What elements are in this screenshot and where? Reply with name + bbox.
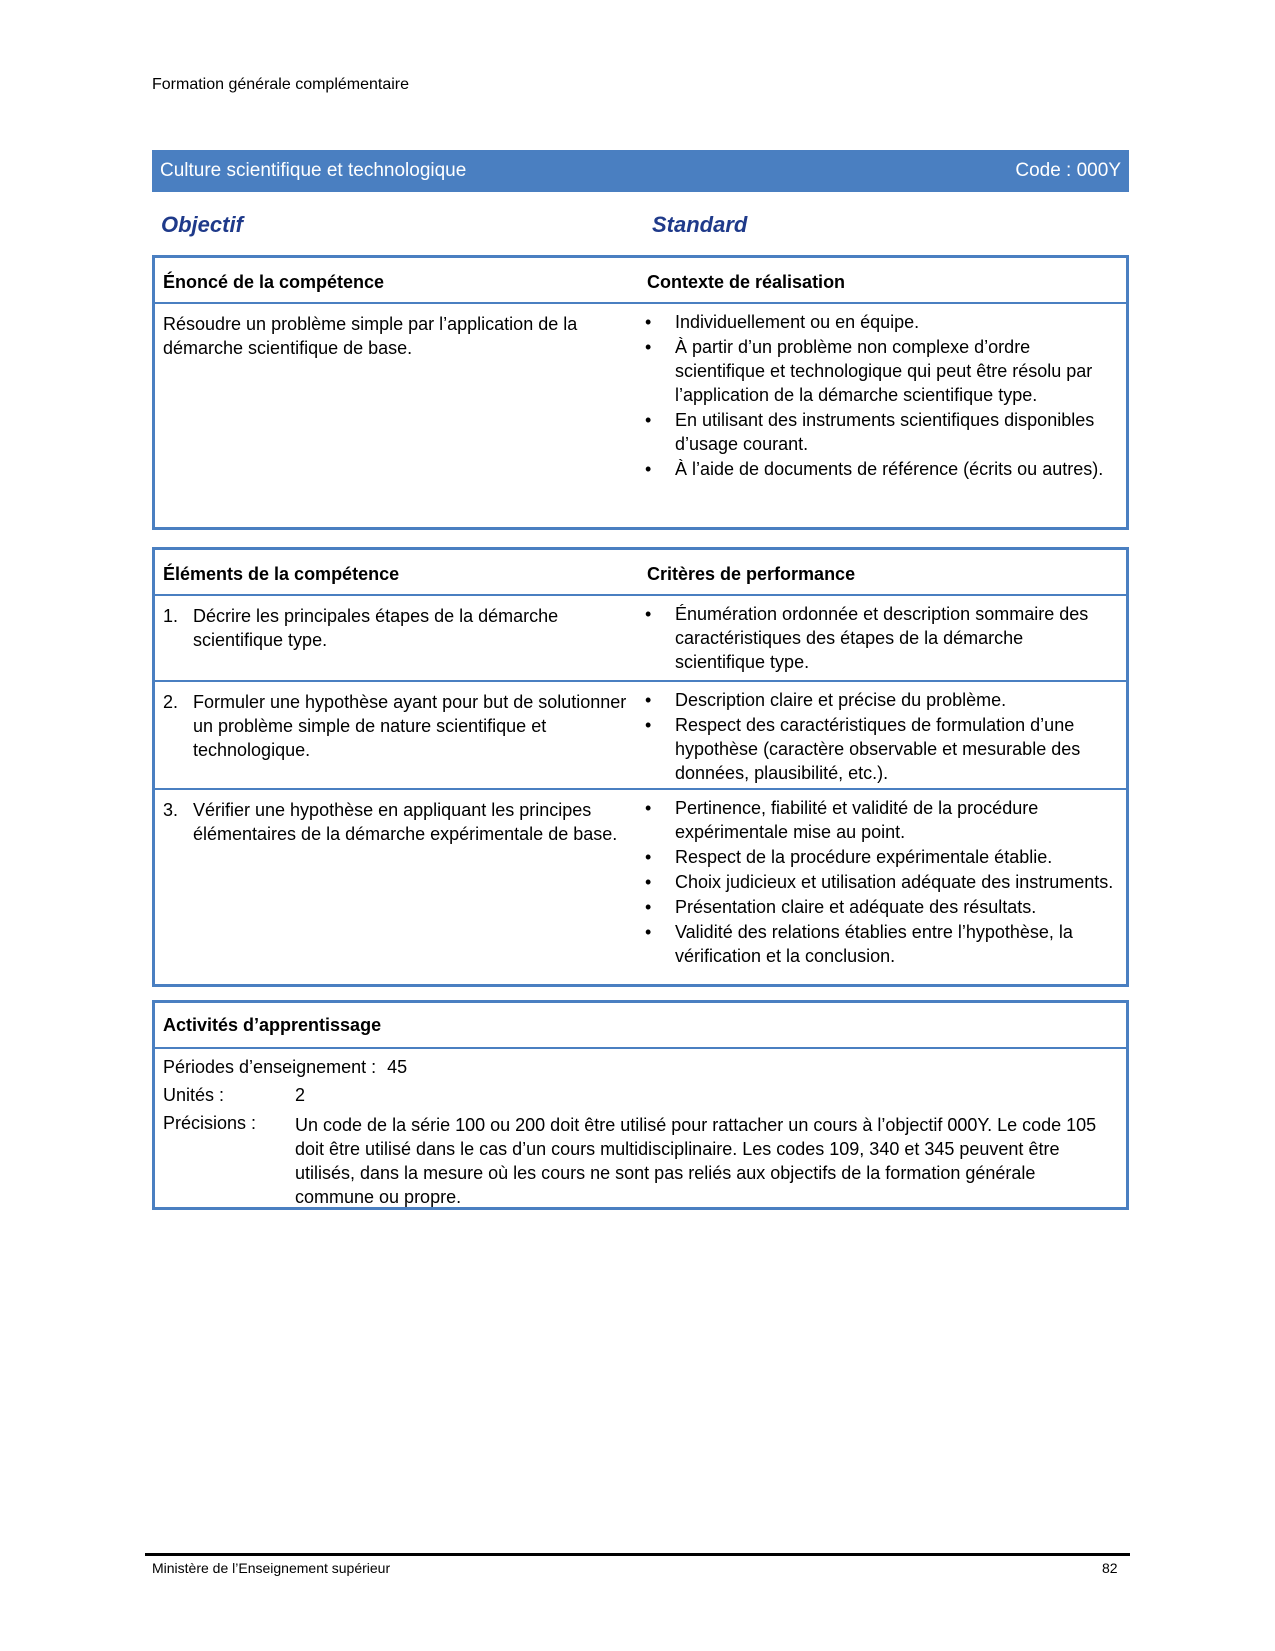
units-value: 2	[295, 1085, 306, 1105]
element-text: Vérifier une hypothèse en appliquant les principes élémentaires de la démarche expérimentale de base.	[193, 800, 618, 844]
context-header: Contexte de réalisation	[647, 272, 846, 292]
course-title: Culture scientifique et technologique	[160, 160, 467, 181]
page-number: 82	[1102, 1560, 1118, 1576]
criteria-group	[645, 688, 1115, 786]
competence-box	[152, 255, 1129, 530]
list-item: • Présentation claire et adéquate des résultats.	[645, 895, 1115, 919]
activities-title: Activités d’apprentissage	[163, 1015, 382, 1035]
criteria-group	[645, 796, 1115, 969]
divider	[155, 1047, 1126, 1049]
list-item: • Choix judicieux et utilisation adéquate des instruments.	[645, 870, 1115, 894]
list-item: • Respect de la procédure expérimentale établie.	[645, 845, 1115, 869]
section-header: Formation générale complémentaire	[152, 76, 410, 93]
criteria-header: Critères de performance	[647, 564, 856, 584]
divider	[155, 302, 1126, 304]
course-code: Code : 000Y	[1015, 160, 1121, 181]
criteria-list	[645, 688, 1115, 785]
precisions-text: Un code de la série 100 ou 200 doit être utilisé pour rattacher un cours à l’objectif 000Y. Le code 105 doit être utilisé dans le cas d’un cours multidisciplinaire. Les codes 109, 340 et 345 peuvent être utilisés, dans la mesure où les cours ne sont pas reliés aux objectifs de la formation générale commune ou propre.	[295, 1115, 1097, 1207]
units-label: Unités :	[163, 1085, 225, 1105]
list-item: • En utilisant des instruments scientifiques disponibles d’usage courant.	[645, 408, 1115, 456]
element-number: 2.	[163, 692, 179, 712]
list-item: • À l’aide de documents de référence (écrits ou autres).	[645, 457, 1115, 481]
list-item: • Respect des caractéristiques de formulation d’une hypothèse (caractère observable et mesurable des données, plausibilité, etc.).	[645, 713, 1115, 785]
elements-box	[152, 547, 1129, 987]
element-item	[163, 798, 633, 878]
title-bar	[152, 150, 1129, 192]
elements-header: Éléments de la compétence	[163, 564, 400, 584]
footer-ministry: Ministère de l’Enseignement supérieur	[152, 1560, 391, 1576]
periods-label: Périodes d’enseignement :	[163, 1057, 377, 1077]
divider	[155, 788, 1126, 790]
element-item	[163, 690, 633, 770]
precisions-label: Précisions :	[163, 1113, 257, 1133]
list-item: • Validité des relations établies entre l’hypothèse, la vérification et la conclusion.	[645, 920, 1115, 968]
context-list	[645, 310, 1115, 481]
list-item: • À partir d’un problème non complexe d’ordre scientifique et technologique qui peut être résolu par l’application de la démarche scientifique type.	[645, 335, 1115, 407]
objective-label: Objectif	[161, 212, 243, 237]
divider	[155, 594, 1126, 596]
list-item: • Individuellement ou en équipe.	[645, 310, 1115, 334]
competence-header: Énoncé de la compétence	[163, 272, 385, 292]
element-text: Décrire les principales étapes de la démarche scientifique type.	[193, 606, 559, 650]
periods-value: 45	[387, 1057, 408, 1077]
list-item: • Description claire et précise du problème.	[645, 688, 1115, 712]
criteria-list	[645, 602, 1115, 674]
criteria-group	[645, 602, 1115, 675]
footer-rule	[145, 1553, 1130, 1556]
list-item: • Pertinence, fiabilité et validité de la procédure expérimentale mise au point.	[645, 796, 1115, 844]
activities-box	[152, 1000, 1129, 1210]
context-list-wrap	[645, 310, 1115, 482]
divider	[155, 680, 1126, 682]
element-text: Formuler une hypothèse ayant pour but de solutionner un problème simple de nature scientifique et technologique.	[193, 692, 627, 760]
competence-statement: Résoudre un problème simple par l’application de la démarche scientifique de base.	[163, 314, 578, 358]
criteria-list	[645, 796, 1115, 968]
list-item: • Énumération ordonnée et description sommaire des caractéristiques des étapes de la démarche scientifique type.	[645, 602, 1115, 674]
units-row	[163, 1083, 363, 1107]
element-number: 3.	[163, 800, 179, 820]
periods-row	[163, 1055, 407, 1079]
element-item	[163, 604, 633, 674]
element-number: 1.	[163, 606, 179, 626]
standard-label: Standard	[652, 212, 748, 237]
